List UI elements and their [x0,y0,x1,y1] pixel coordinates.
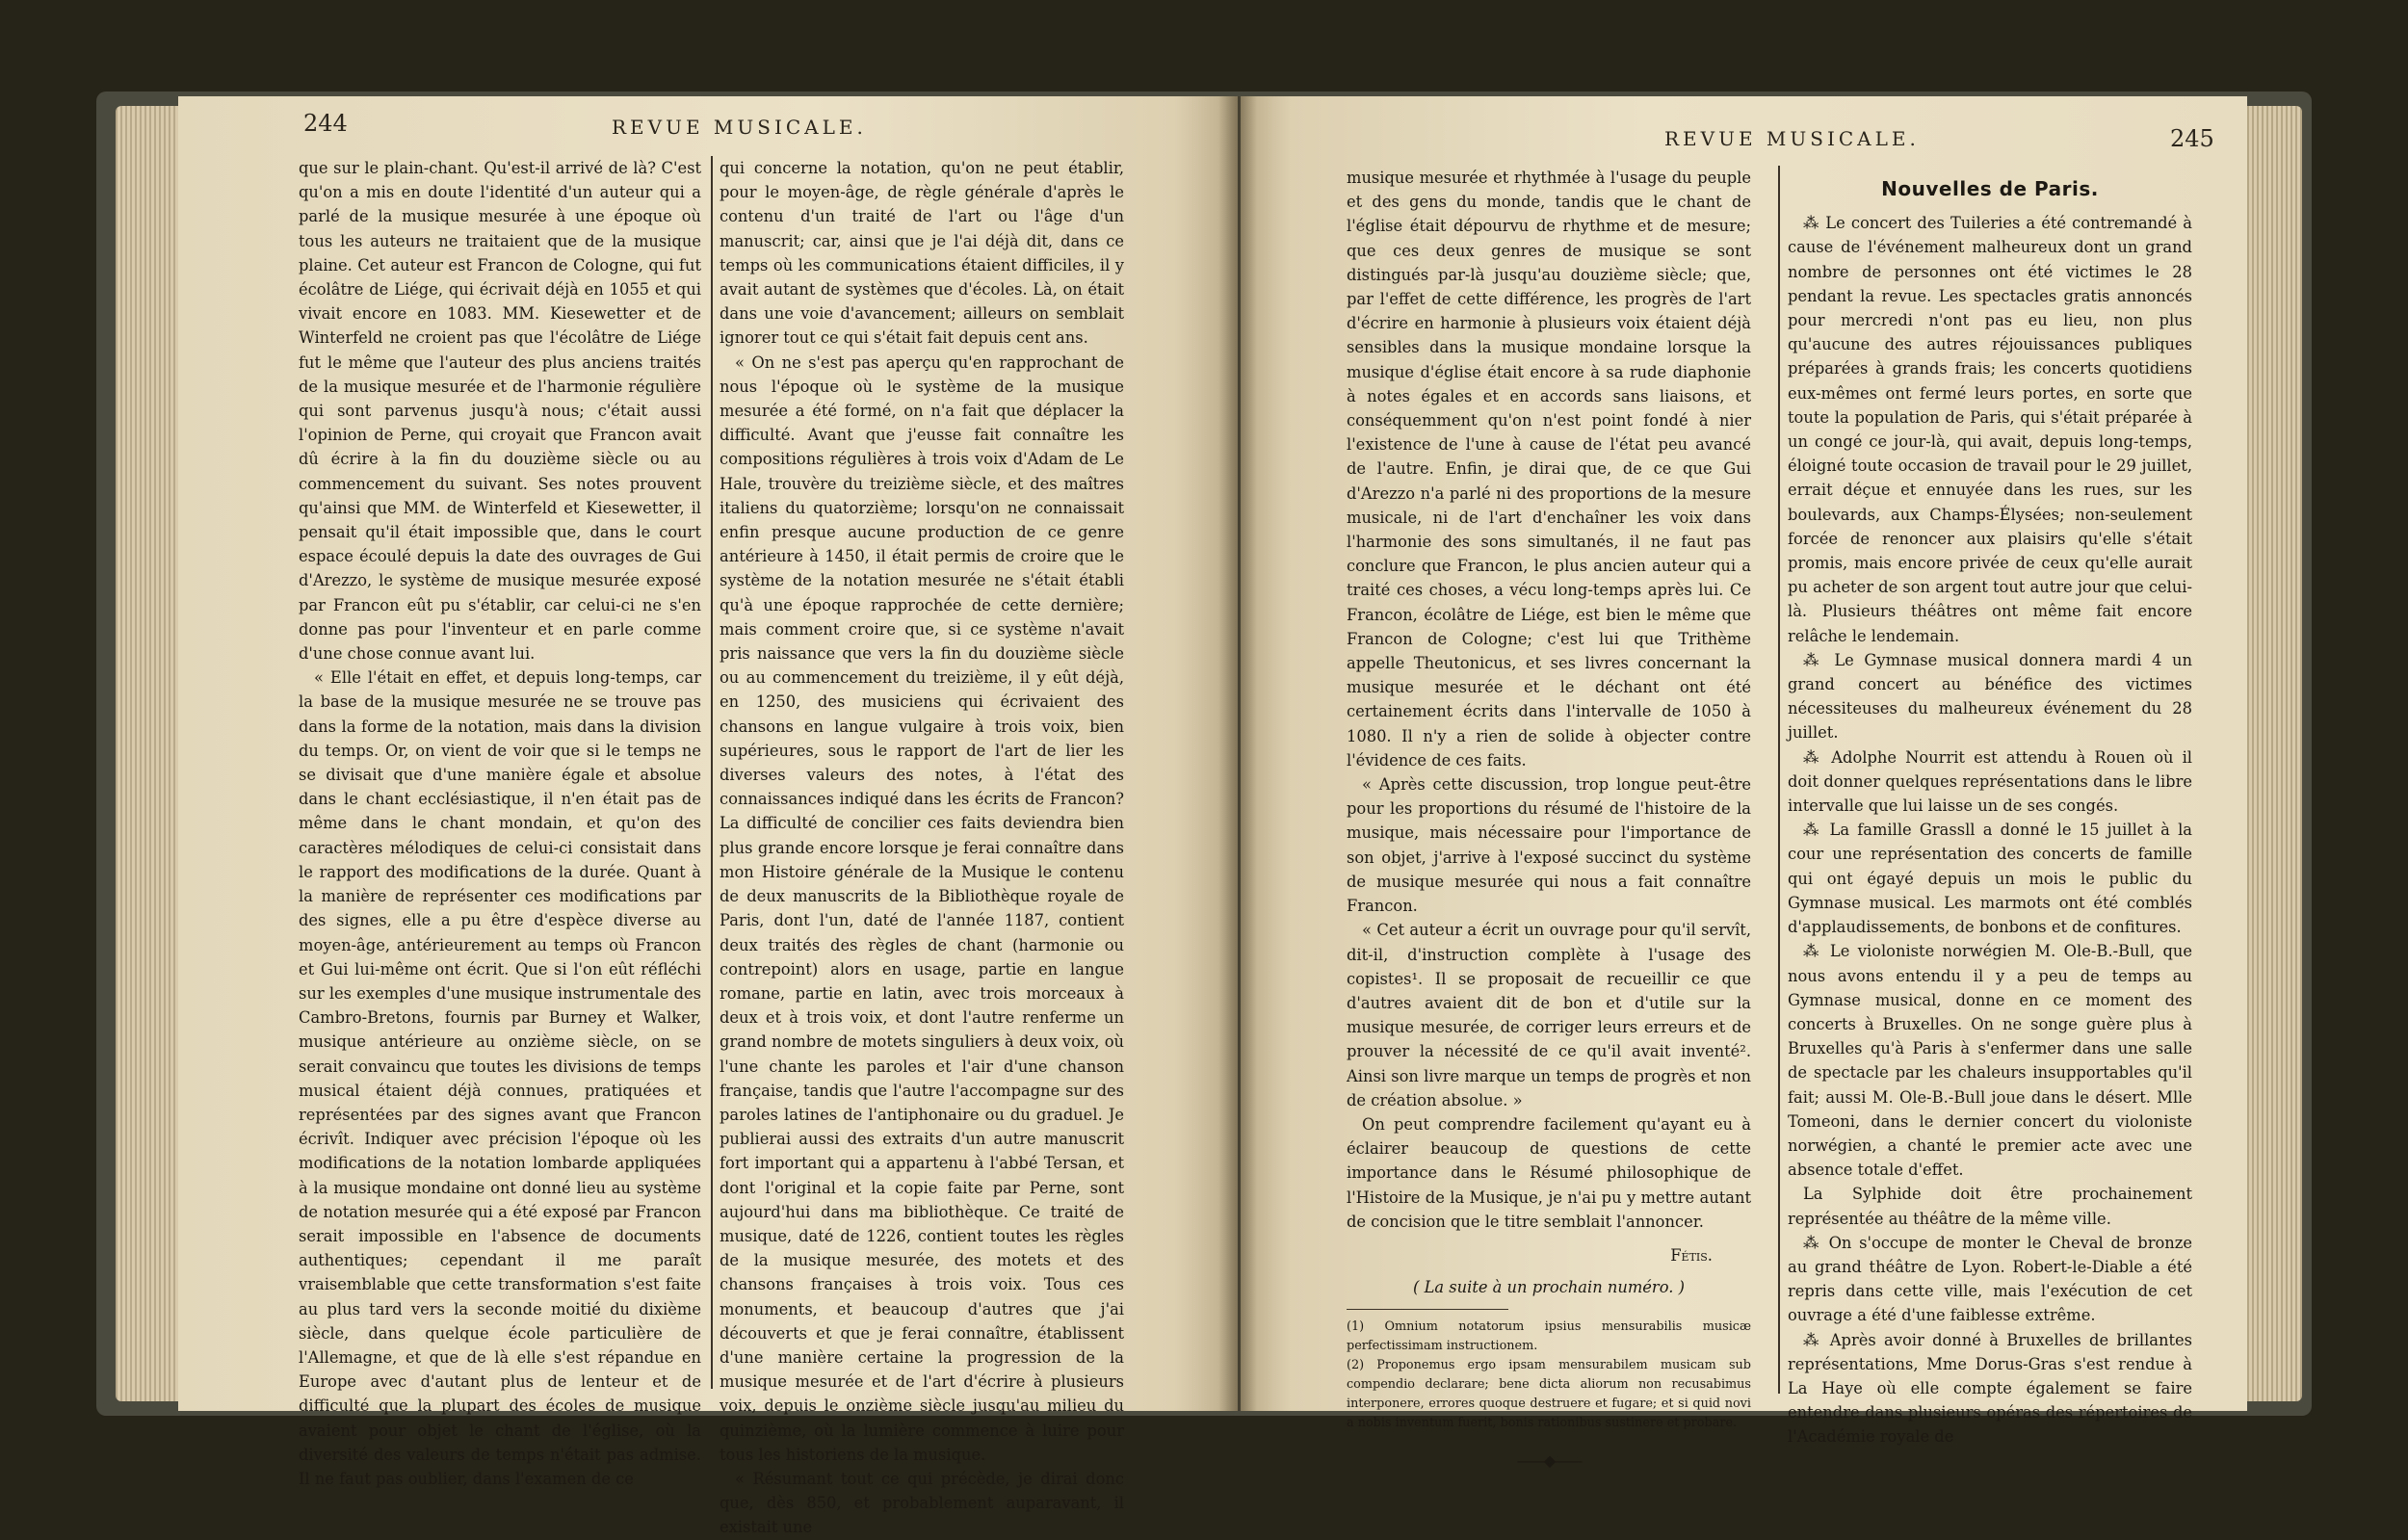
paragraph: « On ne s'est pas aperçu qu'en rapprochant de nous l'époque où le système de la musique mesurée a été formé, on n'a fait que déplacer la difficulté. Avant que j'eusse fait connaître les compositions régulières à trois voix d'Adam de Le Hale, trouvère du treizième siècle, et des maîtres italiens du quatorzième; lorsqu'on ne connaissait enfin presque aucune production de ce genre antérieure à 1450, il était permis de croire que le système de la notation mesurée ne s'était établi qu'à une époque rapprochée de cette dernière; mais comment croire que, si ce système n'avait pris naissance que vers la fin du douzième siècle ou au commencement du treizième, il y eût déjà, en 1250, des musiciens qui écrivaient des chansons en langue vulgaire à trois voix, bien supérieures, sous le rapport de l'art de lier les diverses valeurs des notes, à l'état des connaissances indiqué dans les écrits de Francon? La difficulté de concilier ces faits deviendra bien plus grande encore lorsque je ferai connaître dans mon Histoire générale de la Musique le contenu de deux manuscrits de la Bibliothèque royale de Paris, dont l'un, daté de l'année 1187, contient deux traités des règles de chant (harmonie ou contrepoint) alors en usage, partie en langue romane, partie en latin, avec trois morceaux à deux et à trois voix, et dont l'autre renferme un grand nombre de motets singuliers à deux voix, où l'une chante les paroles et l'air d'une chanson française, tandis que l'autre l'accompagne sur des paroles latines de l'antiphonaire ou du graduel. Je publierai aussi des extraits d'un autre manuscrit fort important qui a appartenu à l'abbé Tersan, et dont l'original et la copie faite par Perne, sont aujourd'hui dans ma bibliothèque. Ce traité de musique, daté de 1226, contient toutes les règles de la musique mesurée, des motets et des chansons françaises à trois voix. Tous ces monuments, et beaucoup d'autres que j'ai découverts et que je ferai connaître, établissent d'une manière certaine la progression de la musique mesurée et de l'art d'écrire à plusieurs voix, depuis le onzième siècle jusqu'au milieu du quinzième, où la lumière commence à luire pour tous les historiens de la musique. [720,352,1124,1464]
book-gutter [1218,96,1257,1411]
news-item: ⁂ Adolphe Nourrit est attendu à Rouen où il doit donner quelques représentations dans le libre intervalle que lui laisse un de ses congés. [1788,747,2192,816]
paragraph: « Après cette discussion, trop longue peut-être pour les proportions du résumé de l'histoire de la musique, mais nécessaire pour l'importance de son objet, j'arrive à l'exposé succinct du système de musique mesurée qui nous a fait connaître Francon. [1347,775,1751,916]
fleuron-ornament: ——◆—— [1516,1451,1582,1471]
paragraph: On peut comprendre facilement qu'ayant eu à éclairer beaucoup de questions de cette importance dans le Résumé philosophique de l'Histoire de la Musique, je n'ai pu y mettre autant de concision que le titre semblait l'annoncer. [1347,1114,1751,1231]
news-item: ⁂ On s'occupe de monter le Cheval de bronze au grand théâtre de Lyon. Robert-le-Diable a été repris dans cette ville, mais l'exécution de cet ouvrage a été d'une faiblesse extrême. [1788,1233,2192,1325]
news-item: La Sylphide doit être prochainement représentée au théâtre de la même ville. [1788,1185,2192,1228]
page-number: 244 [303,110,348,137]
footnote: (2) Proponemus ergo ipsam mensurabilem musicam sub compendio declarare; bene dicta aliorum non recusabimus interponere, errores quoque destruere et fugare; et si quid novi a nobis inventum fuerit, bonis rationibus sustinere et probare. [1347,1358,1751,1431]
news-item: ⁂ Le Gymnase musical donnera mardi 4 un grand concert au bénéfice des victimes nécessiteuses du malheureux événement du 28 juillet. [1788,650,2192,743]
column-rule [1778,166,1780,1394]
paragraph: qui concerne la notation, qu'on ne peut établir, pour le moyen-âge, de règle générale d'après le contenu d'un traité de l'art ou l'âge d'un manuscrit; car, ainsi que je l'ai déjà dit, dans ce temps où les communications étaient difficiles, il y avait autant de systèmes que d'écoles. Là, on était dans une voie d'avancement; ailleurs on semblait ignorer tout ce qui s'était fait depuis cent ans. [720,159,1124,348]
section-title: Nouvelles de Paris. [1881,177,2099,200]
paragraph: « Cet auteur a écrit un ouvrage pour qu'il servît, dit-il, d'instruction complète à l'usage des copistes¹. Il se proposait de recueillir ce que d'autres avaient dit de bon et d'utile sur la musique mesurée, de corriger leurs erreurs et de prouver la nécessité de ce qu'il avait inventé². Ainsi son livre marque un temps de progrès et non de création absolue. » [1347,921,1751,1109]
footnote: (1) Omnium notatorum ipsius mensurabilis musicæ perfectissimam instructionem. [1347,1319,1751,1354]
author-signature: Fétis. [1670,1245,1713,1265]
right-page-edges [2244,106,2302,1401]
running-head: REVUE MUSICALE. [612,116,867,139]
running-head: REVUE MUSICALE. [1664,127,1920,150]
column-rule [711,156,713,1389]
news-item: ⁂ La famille Grassll a donné le 15 juillet à la cour une représentation des concerts de famille qui ont égayé depuis un mois le public du Gymnase musical. Les marmots ont été comblés d'applaudissements, de bonbons et de confitures. [1788,821,2192,937]
right-page [1241,96,2247,1471]
paragraph: que sur le plain-chant. Qu'est-il arrivé de là? C'est qu'on a mis en doute l'identité d'un auteur qui a parlé de la musique mesurée à une époque où tous les auteurs ne traitaient que de la musique plaine. Cet auteur est Francon de Cologne, qui fut écolâtre de Liége, qui écrivait déjà en 1055 et qui vivait encore en 1083. MM. Kiesewetter et de Winterfeld ne croient pas que l'écolâtre de Liége fut le même que l'auteur des plus anciens traités de la musique mesurée et de l'harmonie régulière qui sont parvenus jusqu'à nous; c'était aussi l'opinion de Perne, qui croyait que Francon avait dû écrire à la fin du douzième siècle ou au commencement du suivant. Ses notes prouvent qu'ainsi que MM. de Winterfeld et Kiesewetter, il pensait qu'il était impossible que, dans le court espace écoulé depuis la date des ouvrages de Gui d'Arezzo, le système de musique mesurée exposé par Francon eût pu s'établir, car celui-ci ne s'en donne pas pour l'inventeur et en parle comme d'une chose connue avant lui. [299,159,701,664]
page-number: 245 [2170,125,2214,152]
news-item: ⁂ Après avoir donné à Bruxelles de brillantes représentations, Mme Dorus-Gras s'est rendue à La Haye où elle compte également se faire entendre dans plusieurs opéras des répertoires de l'Académie royale de [1788,1330,2192,1447]
paragraph: musique mesurée et rhythmée à l'usage du peuple et des gens du monde, tandis que le chant de l'église était dépourvu de rhythme et de mesure; que ces deux genres de musique se sont distingués par-là jusqu'au douzième siècle; que, par l'effet de cette différence, les progrès de l'art d'écrire en harmonie à plusieurs voix étaient déjà sensibles dans la musique mondaine lorsque la musique d'église était encore à sa rude diaphonie à notes égales et en accords sans liaisons, et conséquemment qu'on n'est point fondé à nier l'existence de l'une à cause de l'état peu avancé de l'autre. Enfin, je dirai que, de ce que Gui d'Arezzo n'a parlé ni des proportions de la mesure musicale, ni de l'art d'enchaîner les voix dans l'harmonie des sons simultanés, il ne faut pas conclure que Francon, le plus ancien auteur qui a traité ces choses, a vécu long-temps après lui. Ce Francon, écolâtre de Liége, est bien le même que Francon de Cologne; c'est lui que Trithème appelle Theutonicus, et ses livres concernant la musique mesurée et le déchant ont été certainement écrits dans l'intervalle de 1050 à 1080. Il n'y a rien de solide à objecter contre l'évidence de ces faits. [1347,169,1751,770]
left-page-edges [116,106,183,1401]
to-be-continued: ( La suite à un prochain numéro. ) [1413,1278,1685,1297]
left-column-2 [720,156,1124,1537]
paragraph: « Résumant tout ce qui précède, je dirai donc que, dès 850, et probablement auparavant, il existait une [720,1469,1124,1537]
paragraph: « Elle l'était en effet, et depuis long-temps, car la base de la musique mesurée ne se trouve pas dans la forme de la notation, mais dans la division du temps. Or, on vient de voir que si le temps ne se divisait que d'une manière égale et absolue dans le chant ecclésiastique, il n'en était pas de même dans le chant mondain, et qu'on des caractères mélodiques de celui-ci consistait dans le rapport des modifications de la durée. Quant à la manière de représenter ces modifications par des signes, elle a pu être d'espèce diverse au moyen-âge, antérieurement au temps où Francon et Gui lui-même ont écrit. Que si l'on eût réfléchi sur les exemples d'une musique instrumentale des Cambro-Bretons, fournis par Burney et Walker, musique antérieure au onzième siècle, on se serait convaincu que toutes les divisions de temps musical étaient déjà connues, pratiquées et représentées par des signes avant que Francon écrivît. Indiquer avec précision l'époque où les modifications de la notation lombarde appliquées à la musique mondaine ont donné lieu au système de notation mesurée qui a été exposé par Francon serait impossible en l'absence de documents authentiques; cependant il me paraît vraisemblable que cette transformation s'est faite au plus tard vers la seconde moitié du dixième siècle, dans quelque école particulière de l'Allemagne, et que de là elle s'est répandue en Europe avec d'autant plus de lenteur et de difficulté que la plupart des écoles de musique avaient pour objet le chant de l'église, où la diversité des valeurs de temps n'était pas admise. Il ne faut pas oublier, dans l'examen de ce [299,668,701,1488]
right-column-2 [1788,166,2193,1447]
left-column-1 [299,156,701,1488]
left-page [178,96,1238,1537]
news-item: ⁂ Le concert des Tuileries a été contremandé à cause de l'événement malheureux dont un grand nombre de personnes ont été victimes le 28 pendant la revue. Les spectacles gratis annoncés pour mercredi n'ont pas eu lieu, non plus qu'aucune des autres réjouissances publiques préparées à grands frais; les concerts quotidiens eux-mêmes ont fermé leurs portes, en sorte que toute la population de Paris, qui s'était préparée à un congé ce jour-là, qui avait, depuis long-temps, éloigné toute occasion de travail pour le 29 juillet, errait déçue et ennuyée dans les rues, sur les boulevards, aux Champs-Élysées; non-seulement forcée de renoncer aux plaisirs qu'elle s'était promis, mais encore privée de ceux qu'elle aurait pu acheter de son argent tout autre jour que celui-là. Plusieurs théâtres ont même fait encore relâche le lendemain. [1788,214,2193,645]
right-column-1 [1347,166,1751,1471]
footnote-rule [1347,1309,1508,1310]
news-item: ⁂ Le violoniste norwégien M. Ole-B.-Bull, que nous avons entendu il y a peu de temps au Gymnase musical, donne en ce moment des concerts à Bruxelles. On ne songe guère plus à Bruxelles qu'à Paris à s'enfermer dans une salle de spectacle par les chaleurs insupportables qu'il fait; aussi M. Ole-B.-Bull joue dans le désert. Mlle Tomeoni, dans le dernier concert du violoniste norwégien, a chanté le premier acte avec une absence totale d'effet. [1788,942,2192,1180]
